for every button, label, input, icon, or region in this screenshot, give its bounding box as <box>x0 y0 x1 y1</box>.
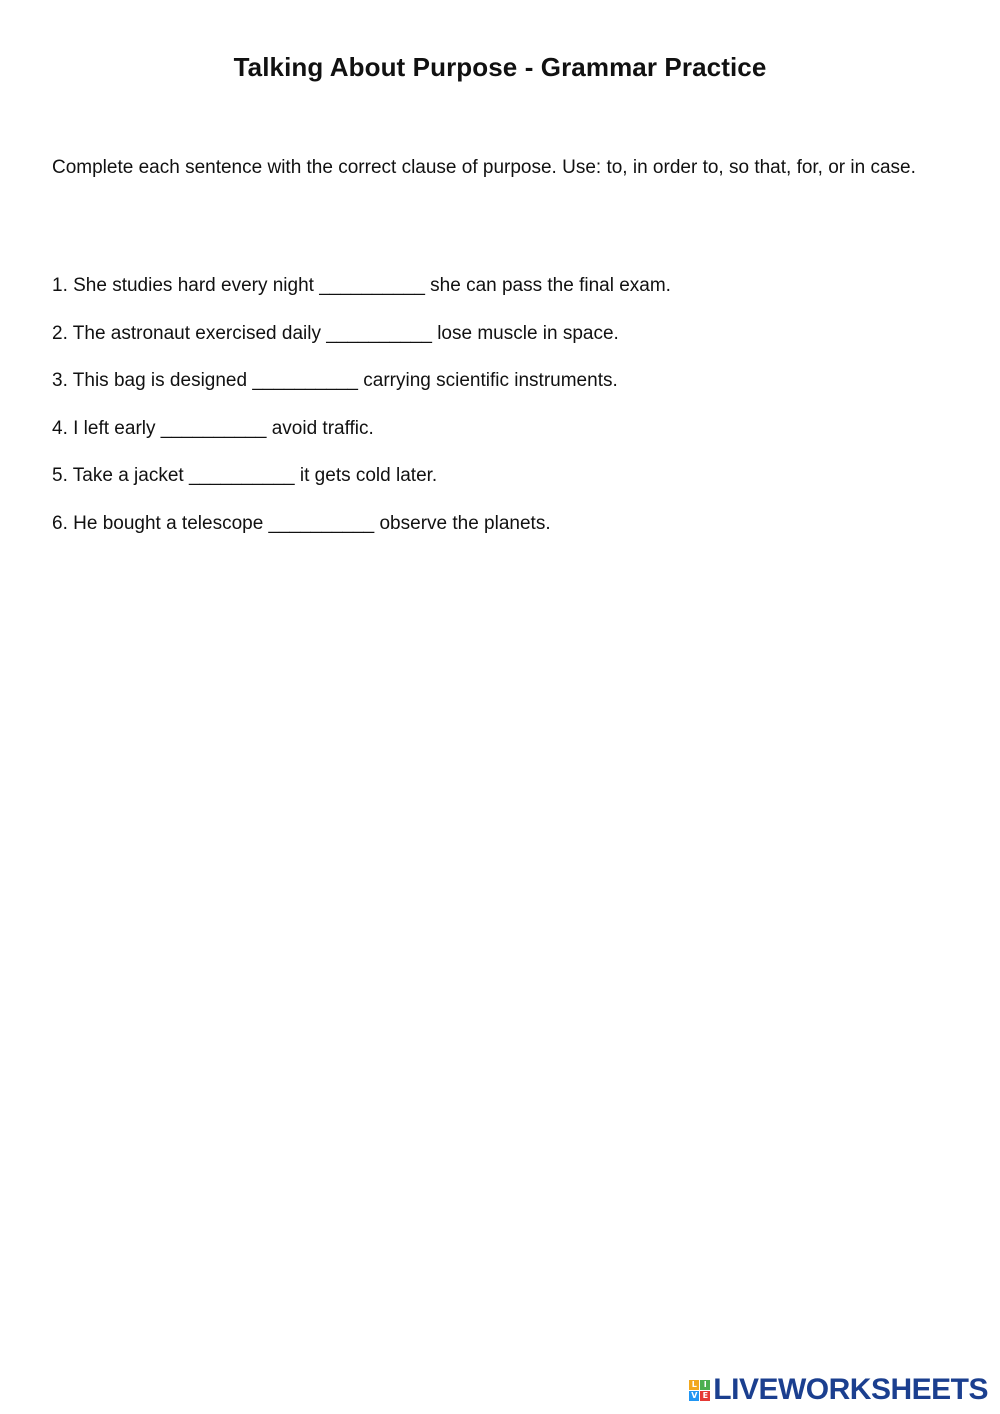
question-2: 2. The astronaut exercised daily __________ lose muscle in space. <box>52 322 619 344</box>
question-5: 5. Take a jacket __________ it gets cold later. <box>52 465 438 487</box>
page-title: Talking About Purpose - Grammar Practice <box>233 52 767 82</box>
question-3: 3. This bag is designed __________ carrying scientific instruments. <box>52 370 618 392</box>
liveworksheets-logo <box>689 1372 988 1408</box>
liveworksheets-logo-icon <box>689 1380 710 1401</box>
question-4: 4. I left early __________ avoid traffic. <box>52 417 374 439</box>
question-6: 6. He bought a telescope __________ observe the planets. <box>52 512 551 534</box>
instructions: Complete each sentence with the correct clause of purpose. Use: to, in order to, so that, for, or in case. <box>52 157 916 178</box>
logo-text: LIVEWORKSHEETS <box>713 1373 988 1406</box>
logo-mark-e: E <box>700 1391 710 1401</box>
question-list <box>52 262 948 548</box>
logo-mark-l: L <box>689 1380 699 1390</box>
logo-mark-i: I <box>700 1380 710 1390</box>
question-1: 1. She studies hard every night __________ she can pass the final exam. <box>52 275 671 296</box>
logo-mark-v: V <box>691 1390 698 1400</box>
